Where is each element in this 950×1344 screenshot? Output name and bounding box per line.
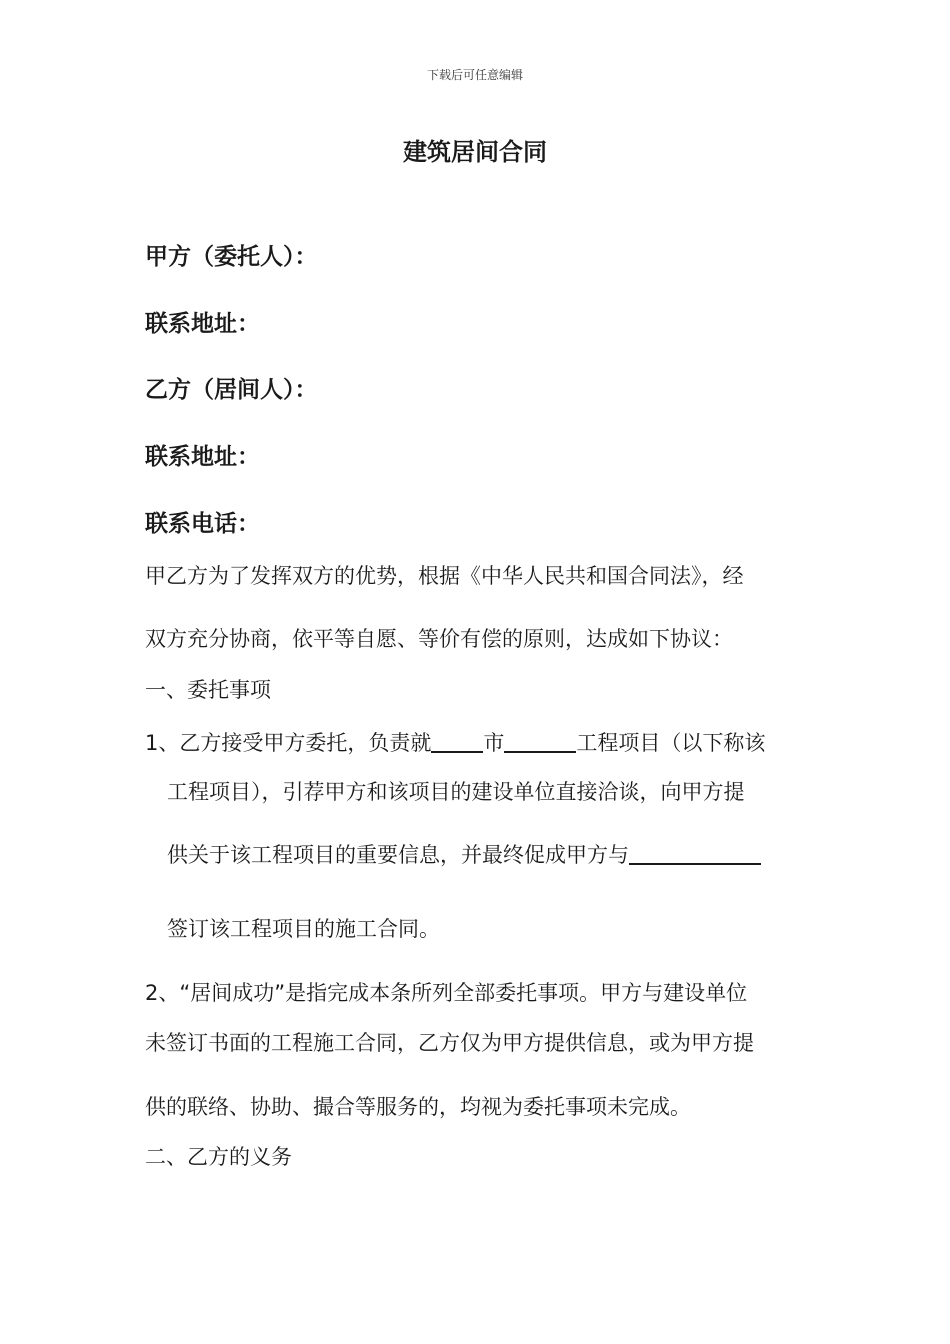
item-1-line-2: 工程项目），引荐甲方和该项目的建设单位直接洽谈，向甲方提 [167,780,745,804]
section-1-heading: 一、委托事项 [145,678,271,702]
item-2-line-3: 供的联络、协助、撮合等服务的，均视为委托事项未完成。 [145,1095,691,1119]
field-phone: 联系电话： [145,511,260,537]
section-2-heading: 二、乙方的义务 [145,1145,292,1169]
field-party-b: 乙方（居间人）： [145,377,318,403]
field-address-b: 联系地址： [145,444,260,470]
header-note: 下载后可任意编辑 [426,68,523,82]
item-1-text-c: 工程项目（以下称该 [576,731,766,755]
item-1-line-3-text: 供关于该工程项目的重要信息，并最终促成甲方与 [167,843,629,867]
document-title: 建筑居间合同 [403,138,547,166]
item-1-line-1 [145,727,765,757]
item-1-line-4: 签订该工程项目的施工合同。 [167,917,440,941]
intro-line-2: 双方充分协商，依平等自愿、等价有偿的原则，达成如下协议： [145,627,733,651]
item-1-text-a: 1、乙方接受甲方委托，负责就 [145,731,432,755]
item-1-text-b: 市 [483,731,505,755]
item-1-line-3 [167,839,761,869]
intro-line-1: 甲乙方为了发挥双方的优势，根据《中华人民共和国合同法》，经 [145,564,744,588]
blank-party [629,841,761,865]
blank-city [431,729,483,753]
field-address-a: 联系地址： [145,311,260,337]
blank-project [504,729,576,753]
item-2-line-1: 2、“居间成功”是指完成本条所列全部委托事项。甲方与建设单位 [145,981,748,1005]
field-party-a: 甲方（委托人）： [145,244,318,270]
item-2-line-2: 未签订书面的工程施工合同，乙方仅为甲方提供信息，或为甲方提 [145,1031,754,1055]
